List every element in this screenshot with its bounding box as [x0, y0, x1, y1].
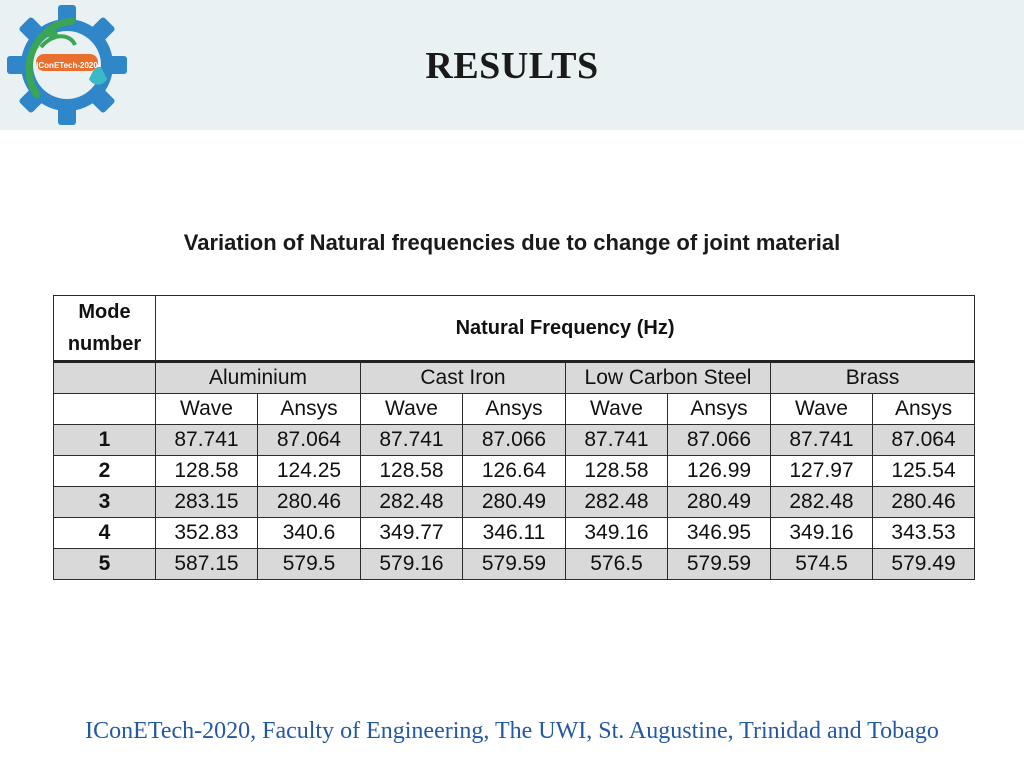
- value-cell: 574.5: [771, 549, 873, 580]
- method-cell: Wave: [566, 394, 668, 425]
- value-cell: 343.53: [873, 518, 975, 549]
- material-header-row: [54, 362, 975, 394]
- value-cell: 282.48: [771, 487, 873, 518]
- mode-cell: 1: [54, 425, 156, 456]
- value-cell: 87.064: [258, 425, 361, 456]
- value-cell: 579.59: [463, 549, 566, 580]
- value-cell: 346.95: [668, 518, 771, 549]
- value-cell: 124.25: [258, 456, 361, 487]
- value-cell: 587.15: [156, 549, 258, 580]
- mode-cell: 4: [54, 518, 156, 549]
- value-cell: 87.741: [771, 425, 873, 456]
- slide-title: RESULTS: [425, 45, 599, 87]
- slide-header: [0, 0, 1024, 130]
- value-cell: 349.77: [361, 518, 463, 549]
- method-cell: Wave: [771, 394, 873, 425]
- value-cell: 126.99: [668, 456, 771, 487]
- material-cast-iron: Cast Iron: [361, 362, 566, 394]
- method-cell: Ansys: [258, 394, 361, 425]
- value-cell: 87.741: [566, 425, 668, 456]
- value-cell: 280.49: [668, 487, 771, 518]
- value-cell: 579.59: [668, 549, 771, 580]
- value-cell: 87.066: [463, 425, 566, 456]
- material-low-carbon-steel: Low Carbon Steel: [566, 362, 771, 394]
- table-row: [54, 425, 975, 456]
- value-cell: 340.6: [258, 518, 361, 549]
- value-cell: 282.48: [566, 487, 668, 518]
- value-cell: 280.49: [463, 487, 566, 518]
- table-row: [54, 487, 975, 518]
- value-cell: 346.11: [463, 518, 566, 549]
- mode-number-header: Mode number: [54, 296, 156, 362]
- empty-cell: [54, 362, 156, 394]
- value-cell: 282.48: [361, 487, 463, 518]
- logo-text: IConETech-2020: [36, 61, 98, 71]
- method-header-row: [54, 394, 975, 425]
- value-cell: 280.46: [873, 487, 975, 518]
- slide-footer: IConETech-2020, Faculty of Engineering, The UWI, St. Augustine, Trinidad and Tobago: [85, 718, 939, 744]
- value-cell: 579.16: [361, 549, 463, 580]
- mode-cell: 3: [54, 487, 156, 518]
- value-cell: 128.58: [566, 456, 668, 487]
- value-cell: 283.15: [156, 487, 258, 518]
- value-cell: 352.83: [156, 518, 258, 549]
- empty-cell: [54, 394, 156, 425]
- table-header-row: [54, 296, 975, 362]
- value-cell: 126.64: [463, 456, 566, 487]
- value-cell: 576.5: [566, 549, 668, 580]
- value-cell: 128.58: [361, 456, 463, 487]
- value-cell: 87.741: [156, 425, 258, 456]
- value-cell: 579.5: [258, 549, 361, 580]
- value-cell: 280.46: [258, 487, 361, 518]
- natural-frequency-header: Natural Frequency (Hz): [156, 296, 975, 362]
- table-caption: Variation of Natural frequencies due to change of joint material: [183, 230, 841, 255]
- mode-cell: 5: [54, 549, 156, 580]
- table-row: [54, 456, 975, 487]
- method-cell: Ansys: [463, 394, 566, 425]
- value-cell: 87.064: [873, 425, 975, 456]
- natural-frequency-table: [53, 295, 975, 580]
- value-cell: 349.16: [566, 518, 668, 549]
- method-cell: Ansys: [668, 394, 771, 425]
- value-cell: 579.49: [873, 549, 975, 580]
- mode-cell: 2: [54, 456, 156, 487]
- method-cell: Ansys: [873, 394, 975, 425]
- table-row: [54, 518, 975, 549]
- material-brass: Brass: [771, 362, 975, 394]
- method-cell: Wave: [156, 394, 258, 425]
- table-row: [54, 549, 975, 580]
- value-cell: 127.97: [771, 456, 873, 487]
- value-cell: 349.16: [771, 518, 873, 549]
- value-cell: 125.54: [873, 456, 975, 487]
- material-aluminium: Aluminium: [156, 362, 361, 394]
- method-cell: Wave: [361, 394, 463, 425]
- value-cell: 87.741: [361, 425, 463, 456]
- value-cell: 87.066: [668, 425, 771, 456]
- value-cell: 128.58: [156, 456, 258, 487]
